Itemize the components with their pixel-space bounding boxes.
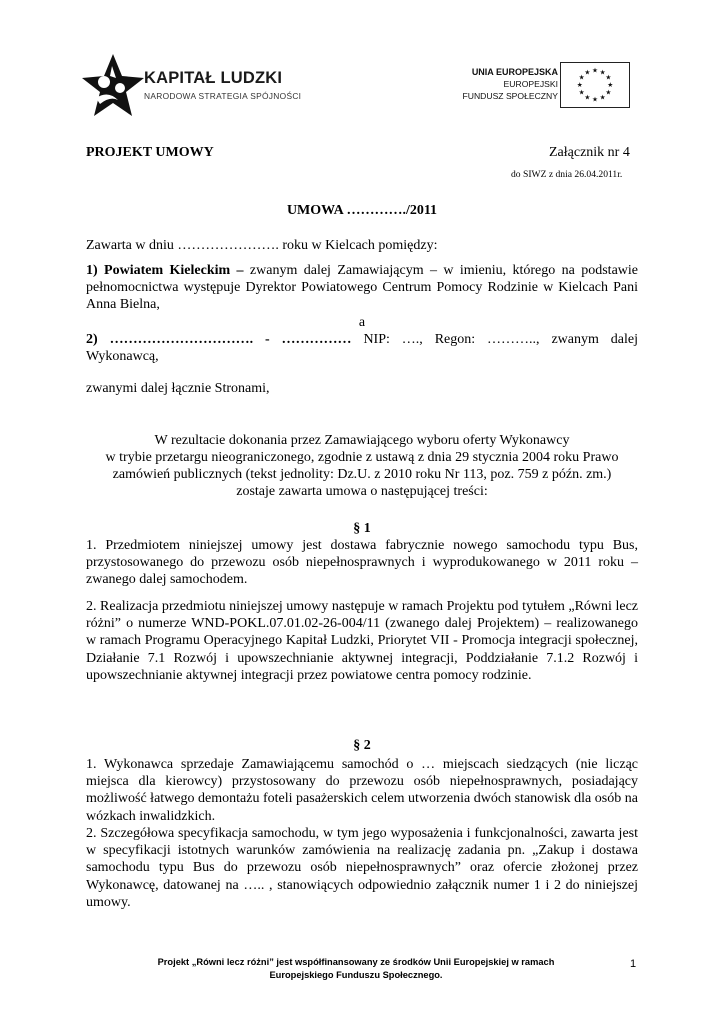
svg-text:★: ★: [576, 80, 583, 89]
kapital-ludzki-logo: [82, 52, 302, 122]
svg-text:★: ★: [578, 73, 585, 82]
svg-text:★: ★: [607, 80, 614, 89]
section-2-point-2: 2. Szczegółowa specyfikacja samochodu, w tym jego wyposażenia i funkcjonalności, zawarta jest w specyfikacji istotnych warunków zamówienia na realizację zadania pn. „Zakup i dostawa samochodu typu Bus do przewozu osób niepełnosprawnych” oraz ofercie złożonej przez Wykonawcę, datowanej na ….. , stanowiących odpowiednio załącznik numer 1 i 2 do niniejszej umowy.: [86, 826, 638, 910]
kapital-ludzki-star-icon: [82, 52, 144, 118]
eu-line1: UNIA EUROPEJSKA: [471, 67, 558, 77]
preamble-line-4: zostaje zawarta umowa o następującej treści:: [236, 484, 488, 499]
kapital-ludzki-title: KAPITAŁ LUDZKI: [144, 69, 283, 87]
svg-text:★: ★: [605, 73, 612, 82]
zalacznik-label: Załącznik nr 4: [549, 145, 630, 160]
svg-text:★: ★: [592, 95, 598, 104]
svg-text:★: ★: [605, 88, 612, 97]
footer-line-2: Europejskiego Funduszu Społecznego.: [269, 970, 443, 980]
preamble-line-3: zamówień publicznych (tekst jednolity: Dz.U. z 2010 roku Nr 113, poz. 759 z późn. zm.): [112, 467, 612, 482]
zawarta-line: Zawarta w dniu …………………. roku w Kielcach pomiędzy:: [86, 238, 438, 253]
svg-text:★: ★: [584, 93, 591, 102]
eu-logo-text: [463, 66, 559, 103]
eu-flag-icon: [560, 62, 630, 108]
svg-text:★: ★: [584, 68, 591, 77]
preamble-line-1: W rezultacie dokonania przez Zamawiającego wyboru oferty Wykonawcy: [154, 433, 570, 448]
eu-logo: [450, 62, 640, 112]
projekt-umowy-heading: PROJEKT UMOWY: [86, 145, 214, 160]
siwz-date: do SIWZ z dnia 26.04.2011r.: [511, 169, 623, 180]
party2-paragraph: [86, 331, 638, 365]
svg-text:★: ★: [592, 66, 598, 75]
section-1-point-1: 1. Przedmiotem niniejszej umowy jest dostawa fabrycznie nowego samochodu typu Bus, przystosowanego do przewozu osób niepełnosprawnych i wyprodukowanego w 2011 roku – zwanego dalej samochodem.: [86, 538, 638, 588]
section-1-heading: § 1: [353, 521, 371, 536]
section-2-heading: § 2: [353, 738, 371, 753]
eu-line2: EUROPEJSKI: [503, 79, 558, 90]
zwanymi-line: zwanymi dalej łącznie Stronami,: [86, 381, 270, 396]
svg-text:★: ★: [599, 93, 606, 102]
party1-paragraph: [86, 262, 638, 314]
preamble-line-2: w trybie przetargu nieograniczonego, zgodnie z ustawą z dnia 29 stycznia 2004 roku Prawo: [105, 450, 619, 465]
footer-note: [86, 956, 626, 982]
page-number: 1: [630, 958, 637, 970]
party1-name: 1) Powiatem Kieleckim –: [86, 263, 244, 278]
party2-name: 2) …………………………. - ……………: [86, 332, 352, 347]
kapital-ludzki-subtitle: NARODOWA STRATEGIA SPÓJNOŚCI: [144, 91, 302, 101]
svg-text:★: ★: [578, 88, 585, 97]
section-2-point-1: 1. Wykonawca sprzedaje Zamawiającemu samochód o … miejscach siedzących (nie licząc miejsca dla kierowcy) przystosowany do przewozu osób niepełnosprawnych, posiadający możliwość łatwego demontażu foteli pasażerskich celem utworzenia dwóch stanowisk dla osób na wózkach inwalidzkich.: [86, 757, 638, 824]
eu-line3: FUNDUSZ SPOŁECZNY: [462, 91, 558, 102]
umowa-title: UMOWA …………./2011: [286, 203, 438, 218]
conjunction-a: a: [358, 315, 366, 330]
party1-text: zwanym dalej Zamawiającym – w imieniu, którego na podstawie pełnomocnictwa występuje Dyrektor Powiatowego Centrum Pomocy Rodzinie w Kielcach Pani Anna Bielna,: [86, 263, 638, 313]
footer-line-1: Projekt „Równi lecz różni” jest współfinansowany ze środków Unii Europejskiej w ramach: [157, 957, 555, 967]
svg-text:★: ★: [599, 68, 606, 77]
section-1-point-2: 2. Realizacja przedmiotu niniejszej umowy następuje w ramach Projektu pod tytułem „Równi lecz różni” o numerze WND-POKL.07.01.02-26-004/11 (zwanego dalej Projektem) – realizowanego w ramach Programu Operacyjnego Kapitał Ludzki, Priorytet VII - Promocja integracji społecznej, Działanie 7.1 Rozwój i upowszechnianie aktywnej integracji, Poddziałanie 7.1.2 Rozwój i upowszechnianie aktywnej integracji przez powiatowe centra pomocy rodzinie.: [86, 599, 638, 683]
party2-text: NIP: …., Regon: ……….., zwanym dalej Wykonawcą,: [86, 332, 638, 365]
